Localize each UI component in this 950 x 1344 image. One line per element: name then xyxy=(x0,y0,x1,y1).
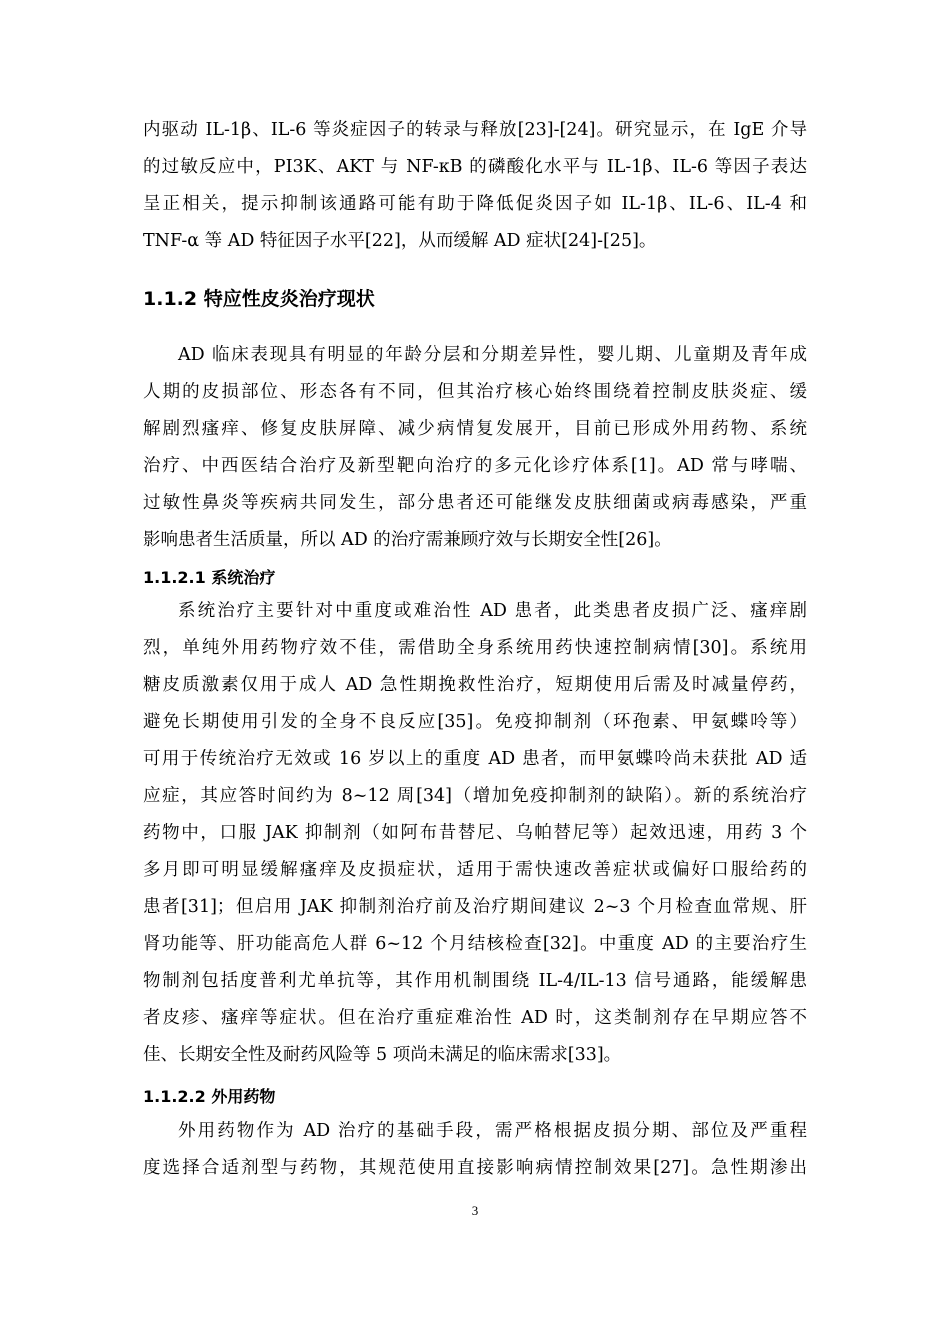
text-line: 呈正相关，提示抑制该通路可能有助于降低促炎因子如 IL-1β、IL-6、IL-4 和 xyxy=(143,194,807,214)
text-line: 多月即可明显缓解瘙痒及皮损症状，适用于需快速改善症状或偏好口服给药的 xyxy=(143,860,807,880)
text-line: TNF-α 等 AD 特征因子水平[22]，从而缓解 AD 症状[24]-[25]。 xyxy=(143,231,657,251)
text-line: 者皮疹、瘙痒等症状。但在治疗重症难治性 AD 时，这类制剂存在早期应答不 xyxy=(143,1008,807,1028)
text-line: 解剧烈瘙痒、修复皮肤屏障、减少病情复发展开，目前已形成外用药物、系统 xyxy=(143,419,807,439)
text-line: 避免长期使用引发的全身不良反应[35]。免疫抑制剂（环孢素、甲氨蝶呤等） xyxy=(143,712,807,732)
text-line: 佳、长期安全性及耐药风险等 5 项尚未满足的临床需求[33]。 xyxy=(143,1045,622,1065)
text-line: 肾功能等、肝功能高危人群 6~12 个月结核检查[32]。中重度 AD 的主要治疗生 xyxy=(143,934,807,954)
section-heading-1-1-2-1: 1.1.2.1 系统治疗 xyxy=(143,568,276,587)
text-line: 度选择合适剂型与药物，其规范使用直接影响病情控制效果[27]。急性期渗出 xyxy=(143,1158,807,1178)
text-line: 可用于传统治疗无效或 16 岁以上的重度 AD 患者，而甲氨蝶呤尚未获批 AD 适 xyxy=(143,749,807,769)
text-line: 治疗、中西医结合治疗及新型靶向治疗的多元化诊疗体系[1]。AD 常与哮喘、 xyxy=(143,456,807,476)
paragraph-treatment-status xyxy=(143,337,807,559)
text-line: 药物中，口服 JAK 抑制剂（如阿布昔替尼、乌帕替尼等）起效迅速，用药 3 个 xyxy=(143,823,807,843)
page-number: 3 xyxy=(471,1203,479,1218)
paragraph-systemic-therapy xyxy=(143,593,807,1074)
text-line: 的过敏反应中，PI3K、AKT 与 NF-κB 的磷酸化水平与 IL-1β、IL-6 等因子表达 xyxy=(143,157,807,177)
section-heading-1-1-2-2: 1.1.2.2 外用药物 xyxy=(143,1087,276,1106)
paragraph-topical-drugs xyxy=(143,1113,807,1187)
text-line: 人期的皮损部位、形态各有不同，但其治疗核心始终围绕着控制皮肤炎症、缓 xyxy=(143,382,807,402)
text-line: AD 临床表现具有明显的年龄分层和分期差异性，婴儿期、儿童期及青年成 xyxy=(178,345,807,365)
text-line: 烈，单纯外用药物疗效不佳，需借助全身系统用药快速控制病情[30]。系统用 xyxy=(143,638,807,658)
text-line: 物制剂包括度普利尤单抗等，其作用机制围绕 IL-4/IL-13 信号通路，能缓解患 xyxy=(143,971,807,991)
paragraph-il1b-mechanism xyxy=(143,112,807,260)
section-heading-1-1-2: 1.1.2 特应性皮炎治疗现状 xyxy=(143,288,375,310)
text-line: 影响患者生活质量，所以 AD 的治疗需兼顾疗效与长期安全性[26]。 xyxy=(143,530,672,550)
text-line: 内驱动 IL-1β、IL-6 等炎症因子的转录与释放[23]-[24]。研究显示，在 IgE 介导 xyxy=(143,120,807,140)
text-line: 患者[31]；但启用 JAK 抑制剂治疗前及治疗期间建议 2~3 个月检查血常规、肝 xyxy=(143,897,807,917)
text-line: 过敏性鼻炎等疾病共同发生，部分患者还可能继发皮肤细菌或病毒感染，严重 xyxy=(143,493,807,513)
text-line: 系统治疗主要针对中重度或难治性 AD 患者，此类患者皮损广泛、瘙痒剧 xyxy=(178,601,807,621)
text-line: 应症，其应答时间约为 8~12 周[34]（增加免疫抑制剂的缺陷）。新的系统治疗 xyxy=(143,786,807,806)
text-line: 糖皮质激素仅用于成人 AD 急性期挽救性治疗，短期使用后需及时减量停药， xyxy=(143,675,807,695)
text-line: 外用药物作为 AD 治疗的基础手段，需严格根据皮损分期、部位及严重程 xyxy=(178,1121,807,1141)
